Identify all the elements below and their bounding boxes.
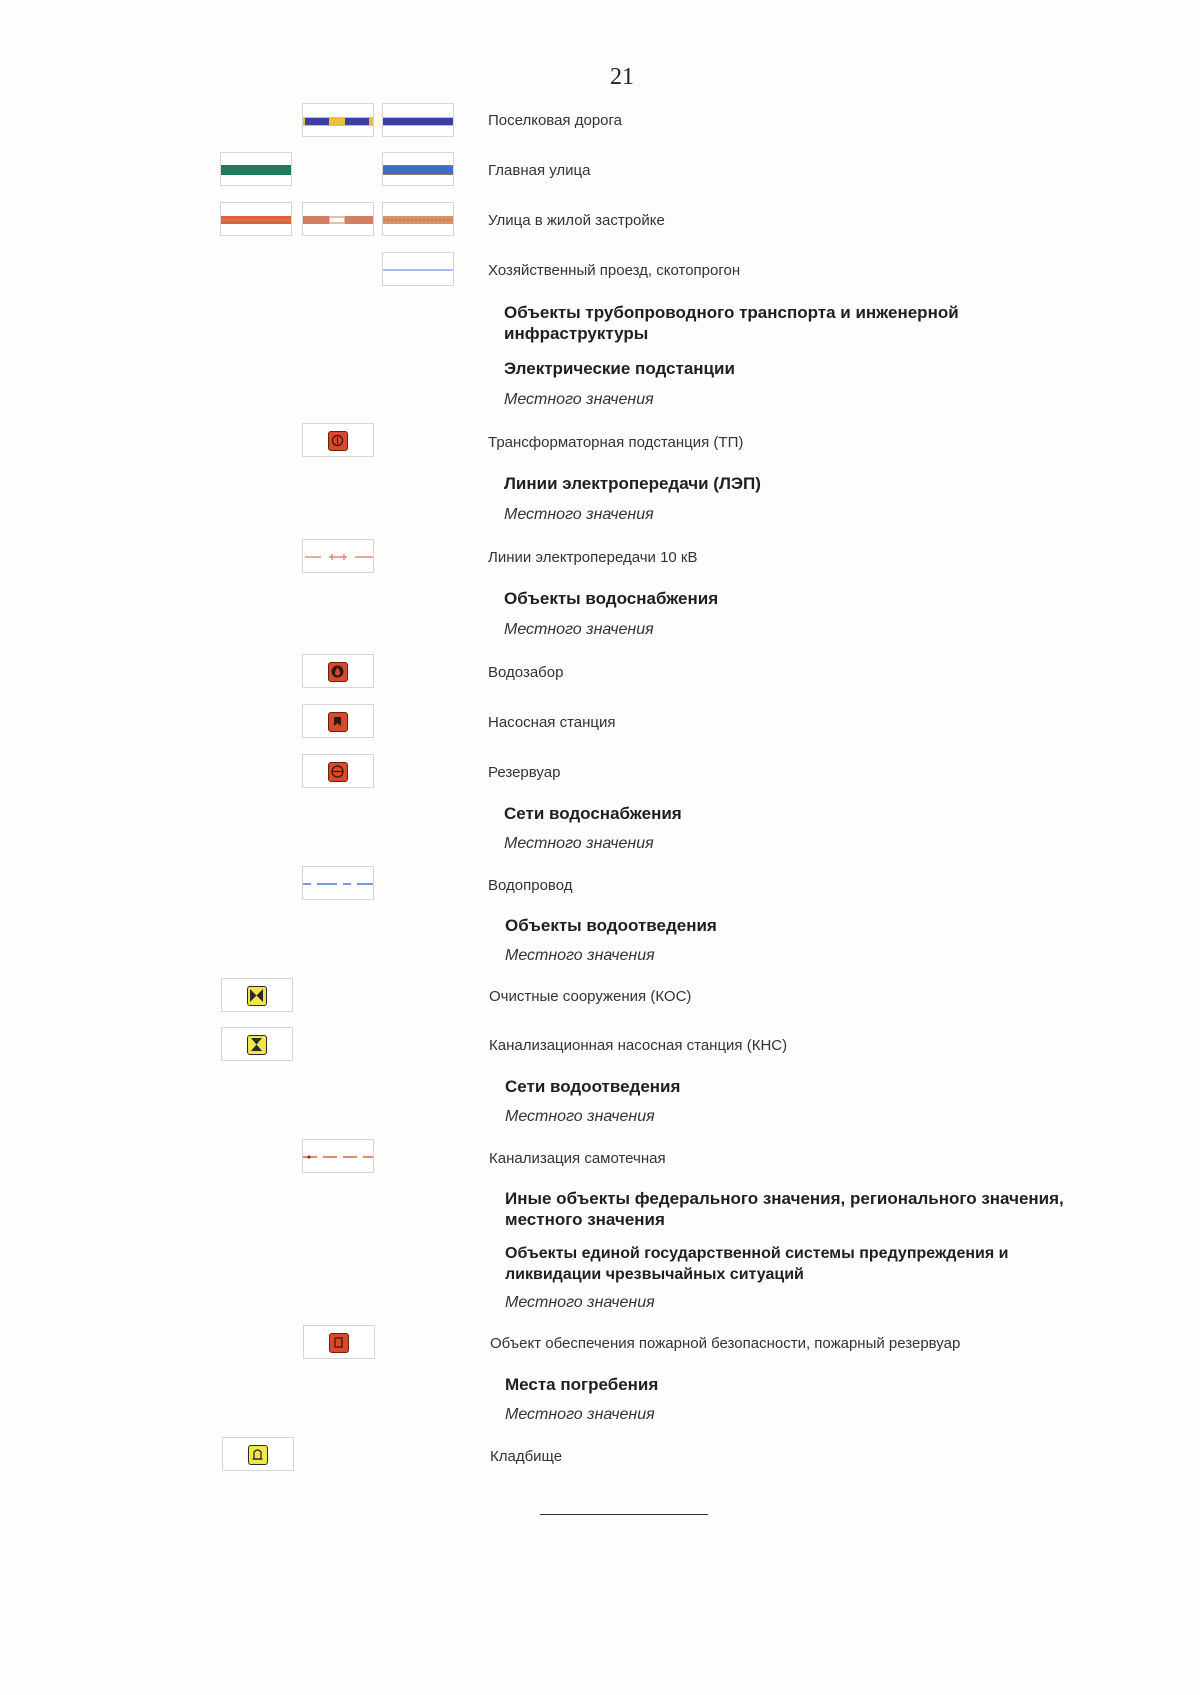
fire-reservoir-icon (329, 1333, 349, 1353)
legend-symbol-transformer (302, 423, 374, 457)
legend-symbol-service-road (382, 252, 454, 286)
subsection-sub-drainage: Местного значения (505, 947, 655, 964)
pump-icon (328, 712, 348, 732)
sewage-pump-icon (247, 1035, 267, 1055)
legend-symbol-settlement-road (382, 103, 454, 137)
subsection-title-drainage: Объекты водоотведения (505, 916, 717, 935)
legend-symbol-fire-reservoir (303, 1325, 375, 1359)
legend-symbol-settlement-road-dashed (302, 103, 374, 137)
legend-label-service-road: Хозяйственный проезд, скотопрогон (488, 262, 741, 279)
legend-symbol-cemetery (222, 1437, 294, 1471)
subsection-sub-burial: Местного значения (505, 1406, 655, 1423)
legend-label-gravity-sewer: Канализация самотечная (489, 1150, 666, 1167)
subsection-sub-power-lines: Местного значения (504, 506, 654, 523)
legend-label-main-street: Главная улица (488, 162, 591, 179)
legend-label-water-intake: Водозабор (488, 664, 564, 681)
legend-symbol-residential-street-dashed (302, 202, 374, 236)
subsection-title-power-lines: Линии электропередачи (ЛЭП) (504, 474, 761, 493)
legend-label-power-line: Линии электропередачи 10 кВ (488, 549, 698, 566)
subsection-sub-drainage-networks: Местного значения (505, 1108, 655, 1125)
reservoir-icon (328, 762, 348, 782)
subsection-title-drainage-networks: Сети водоотведения (505, 1077, 681, 1096)
water-drop-icon (328, 662, 348, 682)
page-number: 21 (610, 64, 634, 90)
legend-symbol-residential-street-hatched (382, 202, 454, 236)
subsection-sub-water-supply: Местного значения (504, 621, 654, 638)
legend-symbol-sewage-pump (221, 1027, 293, 1061)
legend-label-cemetery: Кладбище (490, 1448, 563, 1465)
legend-label-pump-station: Насосная станция (488, 714, 616, 731)
subsection-title-water-supply: Объекты водоснабжения (504, 589, 719, 608)
subsection-title-water-networks: Сети водоснабжения (504, 804, 682, 823)
legend-symbol-pump-station (302, 704, 374, 738)
legend-label-sewage-pump: Канализационная насосная станция (КНС) (489, 1037, 788, 1054)
section-title-engineering: Объекты трубопроводного транспорта и инженерной инфраструктуры (504, 303, 959, 343)
legend-symbol-main-street-blue (382, 152, 454, 186)
legend-symbol-treatment-plant (221, 978, 293, 1012)
legend-symbol-gravity-sewer (302, 1139, 374, 1173)
subsection-sub-emergency: Местного значения (505, 1294, 655, 1311)
subsection-sub-water-networks: Местного значения (504, 835, 654, 852)
transformer-icon (328, 431, 348, 451)
legend-label-reservoir: Резервуар (488, 764, 561, 781)
subsection-title-burial: Места погребения (505, 1375, 659, 1394)
legend-symbol-water-pipeline (302, 866, 374, 900)
legend-label-water-pipeline: Водопровод (488, 877, 573, 894)
legend-symbol-residential-street-solid (220, 202, 292, 236)
subsection-title-substations: Электрические подстанции (504, 359, 735, 378)
legend-label-settlement-road: Поселковая дорога (488, 112, 622, 129)
subsection-title-emergency: Объекты единой государственной системы предупреждения и ликвидации чрезвычайных ситуаций (505, 1245, 1009, 1283)
legend-symbol-power-line (302, 539, 374, 573)
legend-label-transformer: Трансформаторная подстанция (ТП) (488, 434, 744, 451)
treatment-plant-icon (247, 986, 267, 1006)
legend-label-residential-street: Улица в жилой застройке (488, 212, 665, 229)
cemetery-icon (248, 1445, 268, 1465)
legend-label-fire-reservoir: Объект обеспечения пожарной безопасности, пожарный резервуар (490, 1335, 961, 1352)
legend-symbol-main-street-green (220, 152, 292, 186)
legend-symbol-water-intake (302, 654, 374, 688)
legend-label-treatment-plant: Очистные сооружения (КОС) (489, 988, 692, 1005)
end-rule (540, 1514, 708, 1515)
section-title-other: Иные объекты федерального значения, регионального значения, местного значения (505, 1189, 1064, 1229)
legend-symbol-reservoir (302, 754, 374, 788)
subsection-sub-substations: Местного значения (504, 391, 654, 408)
